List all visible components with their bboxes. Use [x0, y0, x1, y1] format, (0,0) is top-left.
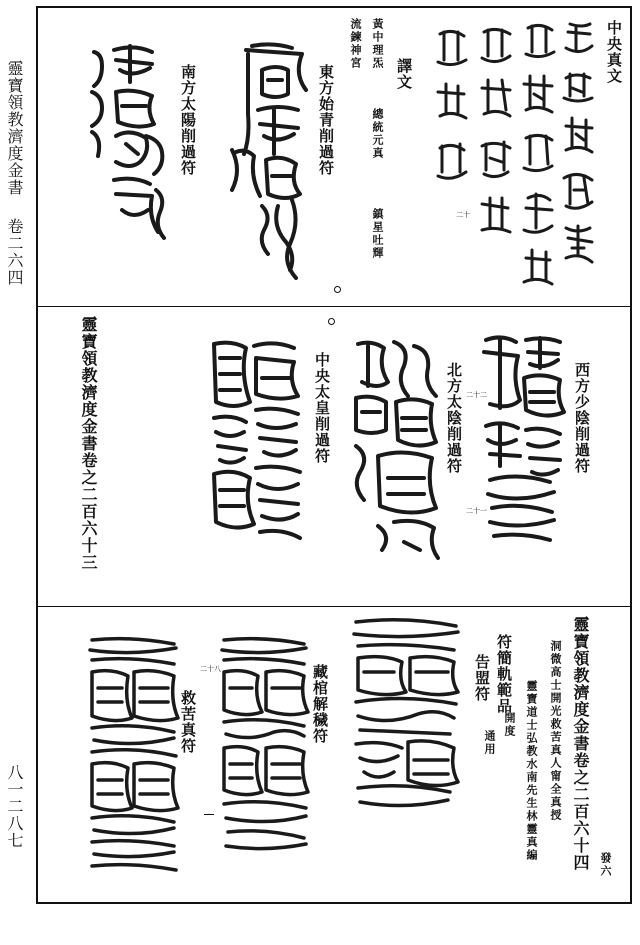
- central-talisman-label: 中央太皇削過符: [313, 352, 331, 464]
- marker-top: 二十: [456, 211, 470, 219]
- seal-script-block: [420, 18, 602, 298]
- coffin-purification-talisman: [218, 636, 310, 862]
- covenant-talisman-title: 告盟符: [473, 654, 491, 702]
- dash-mark: [204, 814, 214, 815]
- marker-bottom: 二十八: [200, 665, 221, 673]
- central-talisman: [206, 338, 310, 560]
- section-mark: 發六: [599, 852, 612, 878]
- salvation-talisman: [88, 636, 178, 872]
- credit-line-2: 靈寶道士弘教水南先生林靈真編: [525, 680, 538, 862]
- marker-mid-b: 二十二: [466, 391, 487, 399]
- credit-line-1: 洞微高士開光救苦真人甯全真授: [549, 640, 562, 822]
- salvation-talisman-label: 救苦真符: [179, 690, 197, 754]
- east-talisman-label: 東方始青削過符: [317, 64, 335, 176]
- translation-line-1c: 鎮星吐輝: [371, 208, 384, 260]
- covenant-talisman: [350, 616, 462, 814]
- talisman-section-note: 開度: [503, 712, 516, 738]
- punch-hole-mid-a: [328, 318, 335, 325]
- west-talisman: [480, 330, 570, 560]
- panel-divider-top: [38, 306, 630, 307]
- page-number-margin: 八一二八七: [5, 764, 24, 849]
- panel-divider-bottom: [38, 606, 630, 607]
- coffin-purification-label: 藏棺解穢符: [311, 664, 329, 744]
- south-talisman-label: 南方太陽削過符: [179, 64, 197, 176]
- volume-margin: 卷二六四: [5, 218, 24, 286]
- south-talisman: [86, 40, 176, 260]
- north-talisman-label: 北方太陰削過符: [445, 362, 463, 474]
- marker-mid-a: 二十一: [466, 507, 487, 515]
- west-talisman-label: 西方少陰削過符: [573, 362, 591, 474]
- talisman-section-title: 符簡軌範品: [495, 634, 513, 714]
- east-talisman: [222, 40, 314, 280]
- book-title-margin: 靈寶領教濟度金書: [5, 60, 24, 196]
- translation-line-1: 黃中理炁: [371, 18, 384, 70]
- north-talisman: [348, 336, 442, 572]
- punch-hole-top-a: [334, 286, 341, 293]
- central-true-script-heading: 中央真文: [605, 20, 623, 84]
- volume-263-end-title: 靈寶領教濟度金書卷之二百六十三: [79, 316, 98, 571]
- translation-line-1b: 總統元真: [371, 108, 384, 160]
- translation-line-2: 流鍊神宮: [349, 18, 362, 70]
- covenant-talisman-note: 通用: [483, 730, 496, 756]
- volume-264-title: 靈寶領教濟度金書卷之二百六十四: [571, 616, 590, 871]
- translation-label: 譯文: [395, 58, 413, 90]
